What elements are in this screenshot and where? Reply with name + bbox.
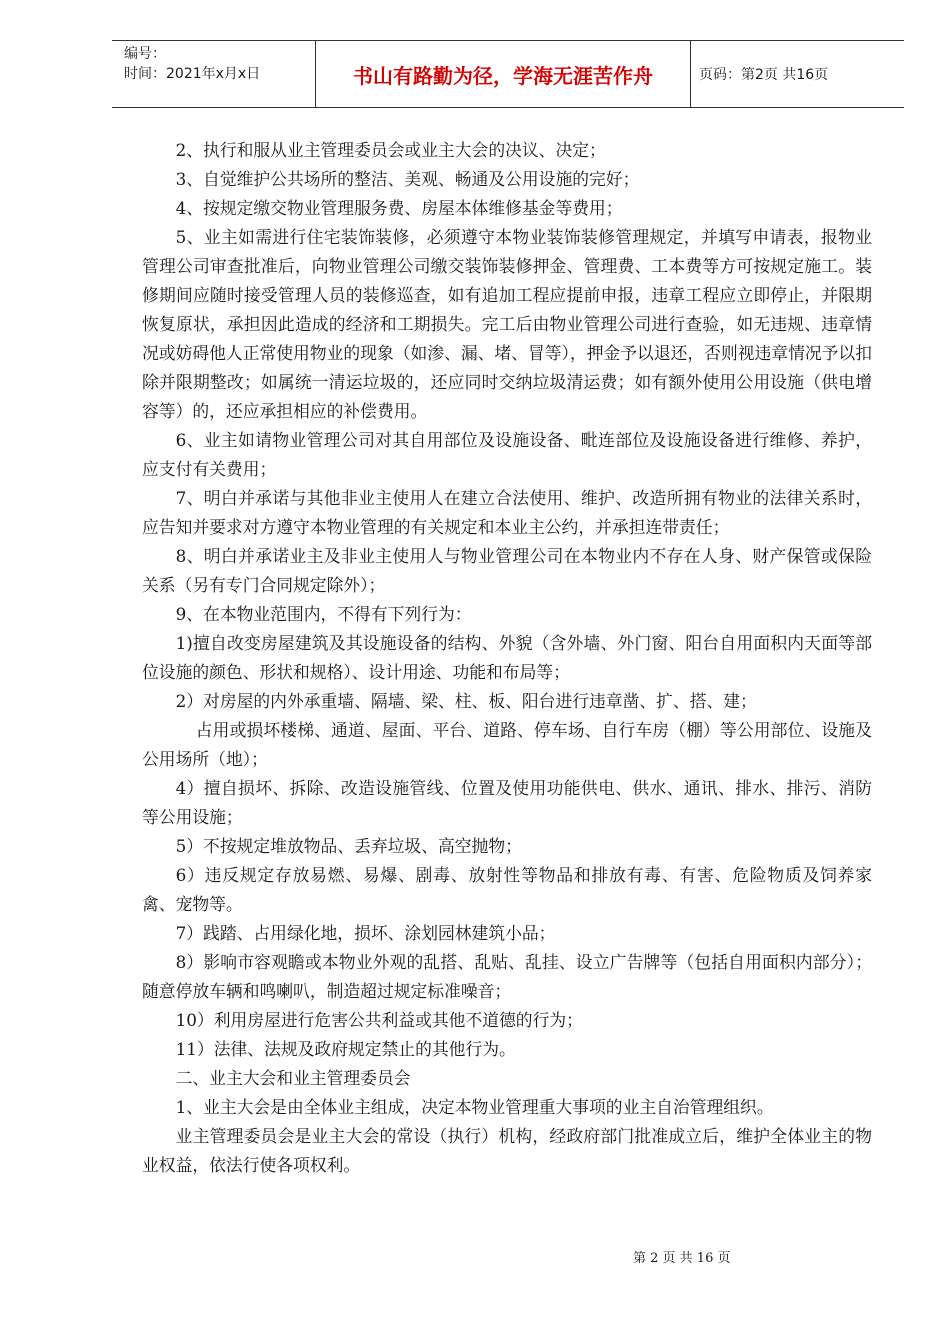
paragraph: 6、业主如请物业管理公司对其自用部位及设施设备、毗连部位及设施设备进行维修、养护，应支付有关费用；: [142, 430, 872, 479]
paragraph: 7、明白并承诺与其他非业主使用人在建立合法使用、维护、改造所拥有物业的法律关系时，应告知并要求对方遵守本物业管理的有关规定和本业主公约，并承担连带责任；: [142, 488, 872, 537]
paragraph: 9、在本物业范围内，不得有下列行为：: [175, 604, 472, 624]
section-heading: 二、业主大会和业主管理委员会: [175, 1068, 411, 1088]
paragraph: 10）利用房屋进行危害公共利益或其他不道德的行为；: [175, 1010, 583, 1030]
paragraph: 1、业主大会是由全体业主组成，决定本物业管理重大事项的业主自治管理组织。: [175, 1097, 774, 1117]
paragraph: 业主管理委员会是业主大会的常设（执行）机构，经政府部门批准成立后，维护全体业主的物业权益，依法行使各项权利。: [142, 1126, 872, 1175]
paragraph: 6）违反规定存放易燃、易爆、剧毒、放射性等物品和排放有毒、有害、危险物质及饲养家禽、宠物等。: [142, 865, 872, 914]
page-header: [112, 40, 904, 108]
paragraph: 4）擅自损坏、拆除、改造设施管线、位置及使用功能供电、供水、通讯、排水、排污、消防等公用设施；: [142, 778, 872, 827]
header-motto: 书山有路勤为径，学海无涯苦作舟: [353, 63, 653, 88]
document-body: [142, 136, 872, 1180]
paragraph: 3、自觉维护公共场所的整洁、美观、畅通及公用设施的完好；: [175, 169, 640, 189]
header-meta: [112, 41, 315, 107]
paragraph: 7）践踏、占用绿化地，损坏、涂划园林建筑小品；: [175, 923, 556, 943]
paragraph: 2、执行和服从业主管理委员会或业主大会的决议、决定；: [175, 140, 606, 160]
page-footer: 第 2 页 共 16 页: [633, 1251, 731, 1266]
paragraph: 1)擅自改变房屋建筑及其设施设备的结构、外貌（含外墙、外门窗、阳台自用面积内天面等部位设施的颜色、形状和规格）、设计用途、功能和布局等；: [142, 633, 872, 682]
paragraph: 2）对房屋的内外承重墙、隔墙、梁、柱、板、阳台进行违章凿、扩、搭、建；: [175, 691, 757, 711]
paragraph: 5）不按规定堆放物品、丢弃垃圾、高空抛物；: [175, 836, 522, 856]
paragraph: 占用或损坏楼梯、通道、屋面、平台、道路、停车场、自行车房（棚）等公用部位、设施及公用场所（地）；: [142, 720, 872, 769]
paragraph: 5、业主如需进行住宅装饰装修，必须遵守本物业装饰装修管理规定，并填写申请表，报物业管理公司审查批准后，向物业管理公司缴交装饰装修押金、管理费、工本费等方可按规定施工。装修期间应随时接受管理人员的装修巡查，如有追加工程应提前申报，违章工程应立即停止，并限期恢复原状，承担因此造成的经济和工期损失。完工后由物业管理公司进行查验，如无违规、违章情况或妨碍他人正常使用物业的现象（如渗、漏、堵、冒等），押金予以退还，否则视违章情况予以扣除并限期整改；如属统一清运垃圾的，还应同时交纳垃圾清运费；如有额外使用公用设施（供电增容等）的，还应承担相应的补偿费用。: [142, 227, 872, 421]
paragraph: 11）法律、法规及政府规定禁止的其他行为。: [175, 1039, 516, 1059]
paragraph: 8、明白并承诺业主及非业主使用人与物业管理公司在本物业内不存在人身、财产保管或保险关系（另有专门合同规定除外）；: [142, 546, 872, 595]
time-label: 时间：2021年x月x日: [124, 66, 261, 82]
number-label: 编号：: [124, 46, 166, 62]
paragraph: 8）影响市容观瞻或本物业外观的乱搭、乱贴、乱挂、设立广告牌等（包括自用面积内部分）；随意停放车辆和鸣喇叭，制造超过规定标准噪音；: [142, 952, 872, 1001]
paragraph: 4、按规定缴交物业管理服务费、房屋本体维修基金等费用；: [175, 198, 623, 218]
header-page-info: 页码：第2页 共16页: [699, 67, 829, 83]
